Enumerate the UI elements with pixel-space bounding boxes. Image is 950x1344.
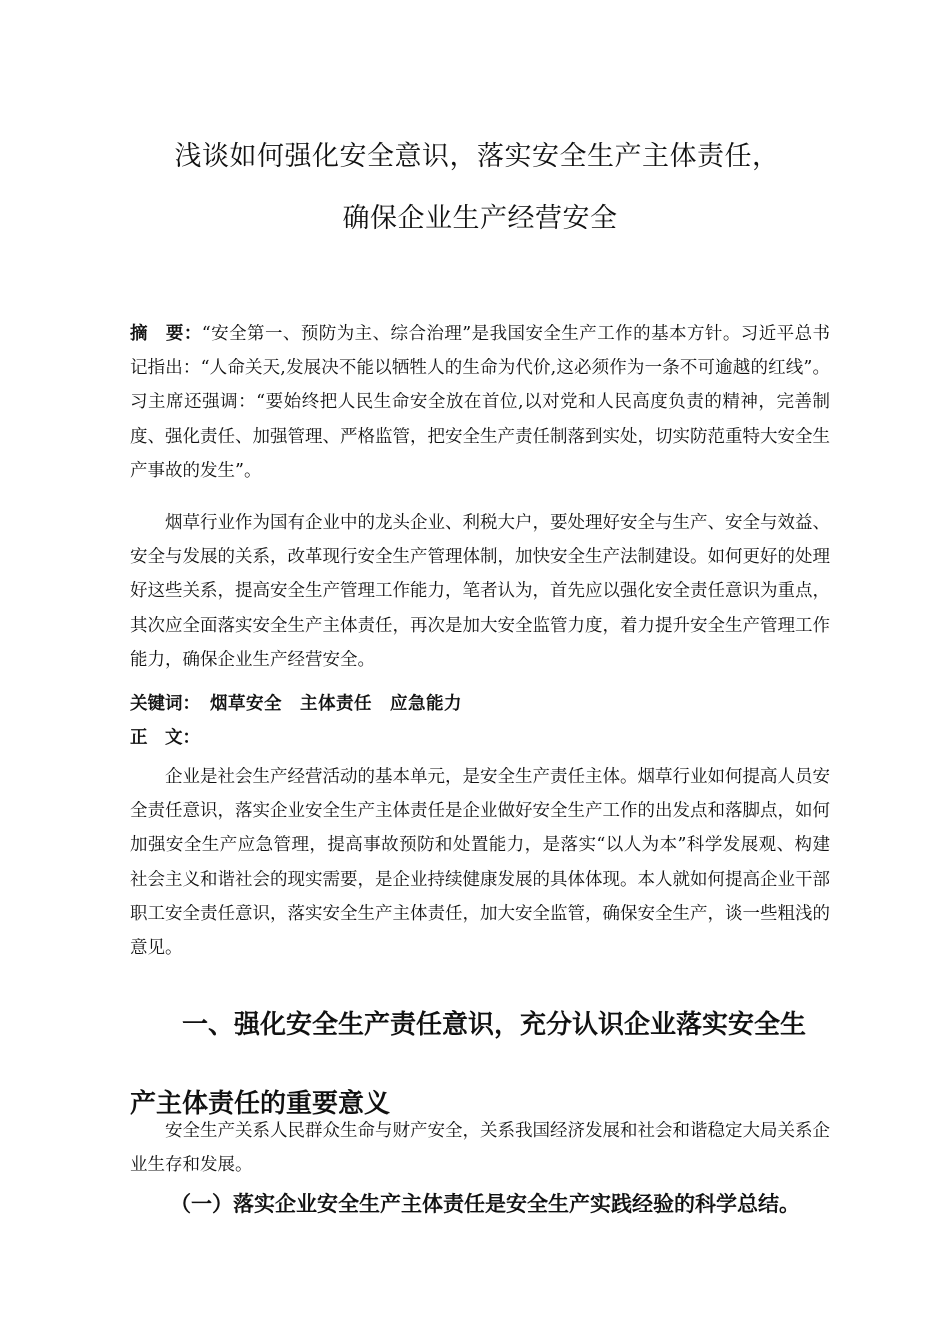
document-title-line-2: 确保企业生产经营安全 xyxy=(342,203,618,234)
abstract-paragraph-2: 烟草行业作为国有企业中的龙头企业、利税大户，要处理好安全与生产、安全与效益、安全与发展的关系，改革现行安全生产管理体制，加快安全生产法制建设。如何更好的处理好这些关系，提高安全生产管理工作能力，笔者认为，首先应以强化安全责任意识为重点，其次应全面落实安全生产主体责任，再次是加大安全监管力度，着力提升安全生产管理工作能力，确保企业生产经营安全。 xyxy=(130,513,830,670)
subsection-1-heading: （一）落实企业安全生产主体责任是安全生产实践经验的科学总结。 xyxy=(170,1192,800,1216)
main-text-label: 正 文： xyxy=(130,728,200,748)
abstract-text: “安全第一、预防为主、综合治理”是我国安全生产工作的基本方针。习近平总书记指出：“人命关天,发展决不能以牺牲人的生命为代价,这必须作为一条不可逾越的红线”。习主席还强调：“要始终把人民生命安全放在首位,以对党和人民高度负责的精神，完善制度、强化责任、加强管理、严格监管，把安全生产责任制落到实处，切实防范重特大安全生产事故的发生”。 xyxy=(130,324,831,481)
keywords-label: 关键词： xyxy=(130,694,200,714)
abstract-paragraph xyxy=(130,317,830,488)
main-paragraph-1: 企业是社会生产经营活动的基本单元，是安全生产责任主体。烟草行业如何提高人员安全责任意识，落实企业安全生产主体责任是企业做好安全生产工作的出发点和落脚点，如何加强安全生产应急管理，提高事故预防和处置能力，是落实“以人为本”科学发展观、构建社会主义和谐社会的现实需要，是企业持续健康发展的具体体现。本人就如何提高企业干部职工安全责任意识，落实安全生产主体责任，加大安全监管，确保安全生产，谈一些粗浅的意见。 xyxy=(130,767,830,959)
keywords-line xyxy=(130,688,462,720)
section-1-heading: 一、强化安全生产责任意识，充分认识企业落实安全生产主体责任的重要意义 xyxy=(130,1010,807,1119)
abstract-label: 摘 要： xyxy=(130,324,202,344)
section-1-paragraph: 安全生产关系人民群众生命与财产安全，关系我国经济发展和社会和谐稳定大局关系企业生存和发展。 xyxy=(130,1121,830,1176)
document-title-line-1: 浅谈如何强化安全意识，落实安全生产主体责任， xyxy=(174,141,780,172)
keywords-values: 烟草安全 主体责任 应急能力 xyxy=(210,694,462,714)
